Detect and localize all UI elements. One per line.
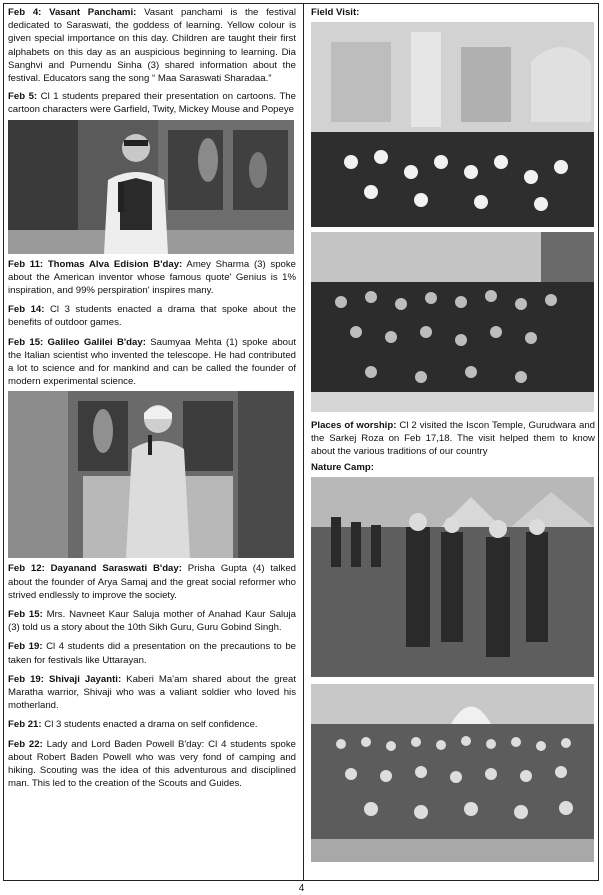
paragraph-text: Vasant panchami is the festival dedicated to Saraswati, the goddess of learning. Yellow colour is given special importance on this day. Children are taught their first alphabets on this day as an auspicious beginning to learning. Dia Sanghvi and Purnendu Sinha (3) shared information about the festival. Educators sang the song “ Maa Saraswati Sharadaa.” (8, 7, 296, 85)
date-label: Feb 14: (8, 304, 45, 316)
paragraph-text: Cl 2 visited the Iscon Temple, Gurudwara and the Sarkej Roza on Feb 17,18. The visit helped them to know about the various traditions of our country (311, 420, 596, 458)
paragraph-text: Cl 3 students enacted a drama on self confidence. (41, 719, 258, 731)
date-label: Feb 15: Galileo Galilei B'day: (8, 336, 146, 348)
date-label: Feb 22: (8, 738, 43, 750)
paragraph-baden-powell (8, 738, 296, 791)
date-label: Feb 11: Thomas Alva Edision B'day: (8, 258, 183, 270)
left-column (8, 6, 296, 797)
heading-nature-camp: Nature Camp: (311, 461, 374, 473)
date-label: Feb 19: Shivaji Jayanti: (8, 673, 122, 685)
paragraph-places-of-worship (311, 419, 595, 459)
photo-field-visit-group (311, 232, 594, 412)
paragraph-text: Lady and Lord Baden Powell B'day: Cl 4 students spoke about Robert Baden Powell who was very fond of camping and hiking. Scouting was the idea of this adventurous and disciplined man. This led to the creation of the Scouts and Guides. (8, 738, 296, 790)
paragraph-galileo (8, 336, 296, 389)
paragraph-self-confidence (8, 718, 296, 731)
paragraph-text: Cl 1 students prepared their presentation on cartoons. The cartoon characters were Garfield, Twity, Mickey Mouse and Popeye (8, 91, 296, 116)
paragraph-text: Mrs. Navneet Kaur Saluja mother of Anahad Kaur Saluja (3) told us a story about the 10th Sikh Guru, Guru Gobind Singh. (8, 609, 296, 634)
paragraph-text: Amey Sharma (3) spoke about the American inventor whose famous quote' Genius is 1% inspiration, and 99% perspiration' inspires many. (8, 258, 296, 297)
photo-field-visit-seated (311, 22, 594, 227)
page-number: 4 (298, 883, 305, 894)
date-label: Feb 12: Dayanand Saraswati B'day: (8, 563, 182, 575)
date-label: Feb 21: (8, 719, 42, 731)
paragraph-text: Saumyaa Mehta (1) spoke about the Italian scientist who invented the telescope. He had contributed a lot to science and for mankind and can be called the founder of modern experimental science. (8, 336, 296, 388)
heading-field-visit: Field Visit: (311, 7, 360, 18)
paragraph-guru-gobind (8, 608, 296, 634)
paragraph-outdoor-games (8, 303, 296, 329)
right-column (311, 6, 595, 862)
paragraph-uttarayan (8, 640, 296, 666)
paragraph-shivaji (8, 673, 296, 713)
date-label: Feb 4: Vasant Panchami: (8, 7, 137, 18)
photo-nature-camp-group (311, 684, 594, 862)
date-label: Feb 15: (8, 609, 43, 621)
photo-girl-speaking (8, 391, 294, 558)
paragraph-cartoons (8, 90, 296, 116)
column-divider (303, 3, 304, 881)
paragraph-text: Kaberi Ma'am shared about the great Maratha warrior, Shivaji who was a valiant soldier who loved his motherland. (8, 673, 296, 712)
date-label: Feb 19: (8, 641, 43, 653)
date-label: Feb 5: (8, 91, 38, 103)
section-label: Places of worship: (311, 420, 397, 431)
paragraph-dayanand (8, 562, 296, 602)
paragraph-edison (8, 258, 296, 298)
paragraph-text: Prisha Gupta (4) talked about the founder of Arya Samaj and the great social reformer who strived endlessly to improve the society. (8, 563, 296, 601)
paragraph-text: Cl 3 students enacted a drama that spoke about the benefits of outdoor games. (8, 304, 296, 329)
photo-nature-camp-walk (311, 477, 594, 677)
paragraph-text: Cl 4 students did a presentation on the precautions to be taken for festivals like Uttarayan. (8, 641, 297, 666)
photo-boy-speaking (8, 120, 294, 254)
paragraph-vasant-panchami (8, 6, 296, 85)
